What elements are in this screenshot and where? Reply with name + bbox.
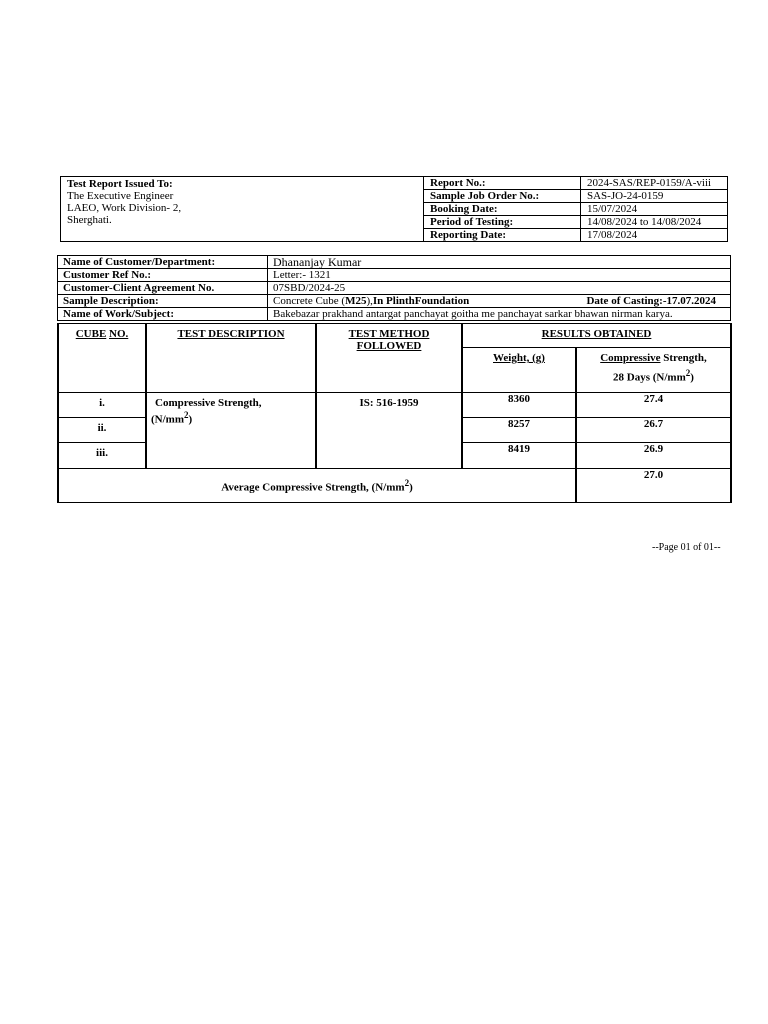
booking-date-value: 15/07/2024 xyxy=(581,203,728,216)
work-value: Bakebazar prakhand antargat panchayat goitha me panchayat sarkar bhawan nirman karya. xyxy=(268,308,731,321)
report-no-value: 2024-SAS/REP-0159/A-viii xyxy=(581,177,728,190)
description-a: Compressive Strength, xyxy=(155,397,262,409)
reporting-date-value: 17/08/2024 xyxy=(581,229,728,242)
col-cube-b: NO. xyxy=(109,328,129,340)
sample-prefix: Concrete Cube ( xyxy=(273,295,346,307)
col-strength-b: Strength, xyxy=(660,352,707,364)
col-cube-no xyxy=(58,324,146,393)
customer-name-value: Dhananjay Kumar xyxy=(268,256,731,269)
sample-grade: M25 xyxy=(345,295,367,307)
cube-no-cell: i. xyxy=(58,393,146,418)
agreement-value: 07SBD/2024-25 xyxy=(268,282,731,295)
col-strength-d: ) xyxy=(690,371,694,384)
casting-date: Date of Casting:-17.07.2024 xyxy=(586,295,716,307)
average-value-cell: 27.0 xyxy=(576,469,731,503)
col-strength xyxy=(576,348,731,393)
strength-cell: 26.7 xyxy=(576,418,731,443)
issued-to-cell xyxy=(61,177,424,242)
weight-cell: 8419 xyxy=(462,443,576,469)
average-label-b: ) xyxy=(409,481,413,494)
sample-location: In PlinthFoundation xyxy=(372,295,470,307)
col-weight-text: Weight, (g) xyxy=(493,352,545,364)
agreement-label: Customer-Client Agreement No. xyxy=(58,282,268,295)
sample-label: Sample Description: xyxy=(58,295,268,308)
col-results-text: RESULTS OBTAINED xyxy=(541,328,652,340)
cube-no-cell: ii. xyxy=(58,418,146,443)
col-test-description xyxy=(146,324,316,393)
col-method-a: TEST METHOD xyxy=(348,328,430,340)
average-label-cell xyxy=(58,469,576,503)
sample-mid: ), xyxy=(366,295,373,307)
report-no-label: Report No.: xyxy=(424,177,581,190)
customer-ref-value: Letter:- 1321 xyxy=(268,269,731,282)
average-label-a: Average Compressive Strength, (N/mm xyxy=(221,481,405,494)
issued-to-line3: Sherghati. xyxy=(67,214,112,226)
weight-cell: 8257 xyxy=(462,418,576,443)
sample-value xyxy=(268,295,731,308)
col-strength-a: Compressive xyxy=(600,352,661,364)
average-sup: 2 xyxy=(404,478,410,489)
col-method-b: FOLLOWED xyxy=(356,340,422,352)
strength-cell: 26.9 xyxy=(576,443,731,469)
page-number: --Page 01 of 01-- xyxy=(652,542,721,553)
work-label: Name of Work/Subject: xyxy=(58,308,268,321)
description-c: ) xyxy=(188,413,193,426)
cube-no-cell: iii. xyxy=(58,443,146,469)
strength-cell: 27.4 xyxy=(576,393,731,418)
customer-ref-label: Customer Ref No.: xyxy=(58,269,268,282)
col-weight xyxy=(462,348,576,393)
col-cube-a: CUBE xyxy=(75,328,107,340)
description-sup: 2 xyxy=(184,410,189,420)
customer-name-label: Name of Customer/Department: xyxy=(58,256,268,269)
weight-cell: 8360 xyxy=(462,393,576,418)
issued-to-line1: The Executive Engineer xyxy=(67,190,174,202)
issued-to-heading: Test Report Issued To: xyxy=(67,178,173,190)
col-desc-text: TEST DESCRIPTION xyxy=(177,328,285,340)
col-strength-c: 28 Days (N/mm xyxy=(613,371,686,384)
results-table xyxy=(57,323,732,503)
period-label: Period of Testing: xyxy=(424,216,581,229)
col-strength-sup: 2 xyxy=(685,368,691,378)
test-method-cell: IS: 516-1959 xyxy=(316,393,462,469)
period-value: 14/08/2024 to 14/08/2024 xyxy=(581,216,728,229)
job-order-label: Sample Job Order No.: xyxy=(424,190,581,203)
col-test-method xyxy=(316,324,462,393)
reporting-date-label: Reporting Date: xyxy=(424,229,581,242)
description-b: (N/mm xyxy=(151,413,184,426)
test-description-cell xyxy=(146,393,316,469)
booking-date-label: Booking Date: xyxy=(424,203,581,216)
customer-table xyxy=(57,255,731,321)
issued-to-line2: LAEO, Work Division- 2, xyxy=(67,202,182,214)
report-header-table xyxy=(60,176,728,242)
col-results-obtained xyxy=(462,324,731,348)
job-order-value: SAS-JO-24-0159 xyxy=(581,190,728,203)
